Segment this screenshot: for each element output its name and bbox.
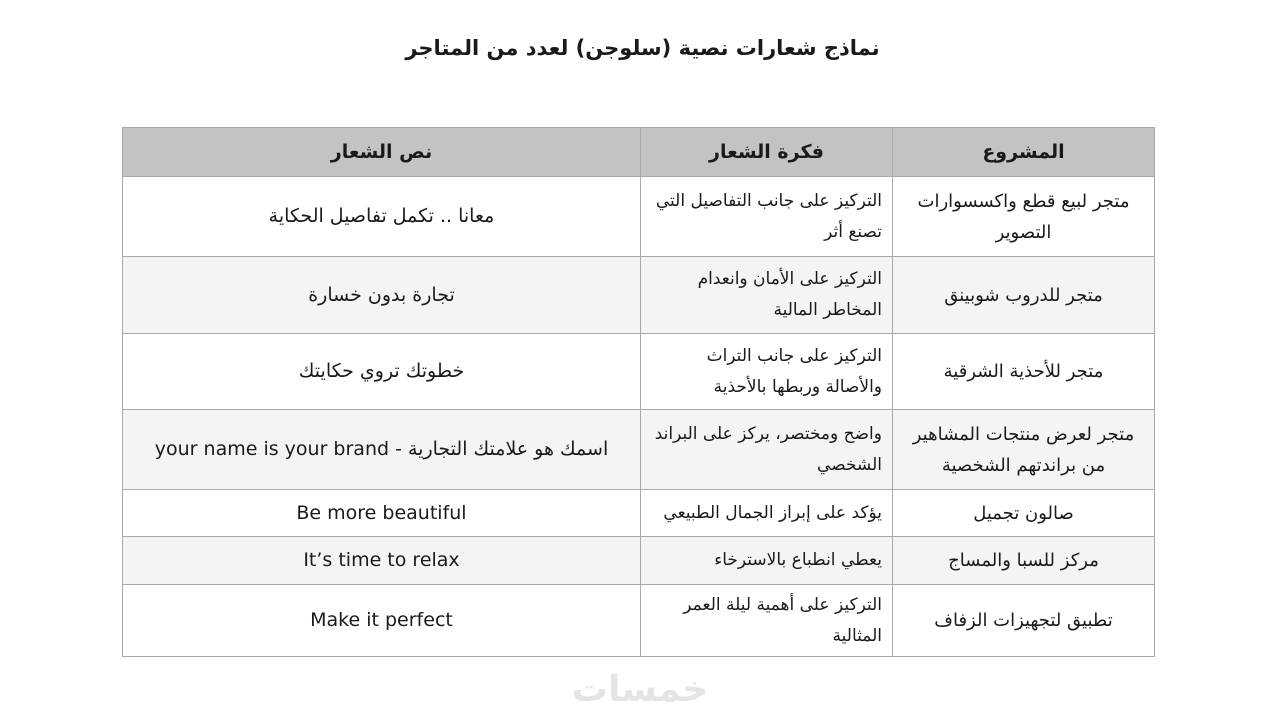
- slogan-cell: تجارة بدون خسارة: [123, 257, 641, 334]
- project-cell: متجر لبيع قطع واكسسوارات التصوير: [893, 177, 1155, 257]
- project-cell: مركز للسبا والمساج: [893, 537, 1155, 585]
- idea-cell: واضح ومختصر، يركز على البراند الشخصي: [641, 410, 893, 490]
- table-row: [123, 177, 1155, 257]
- khamsat-logo-watermark: خمسات: [571, 669, 709, 710]
- project-cell: متجر للأحذية الشرقية: [893, 334, 1155, 410]
- table-row: [123, 410, 1155, 490]
- project-cell: متجر للدروب شوبينق: [893, 257, 1155, 334]
- project-cell: صالون تجميل: [893, 490, 1155, 537]
- idea-cell: يؤكد على إبراز الجمال الطبيعي: [641, 490, 893, 537]
- idea-cell: التركيز على الأمان وانعدام المخاطر المالية: [641, 257, 893, 334]
- table-row: [123, 490, 1155, 537]
- header-project: المشروع: [893, 128, 1155, 177]
- header-slogan: نص الشعار: [123, 128, 641, 177]
- slogans-table: [122, 127, 1155, 657]
- slogan-cell: Be more beautiful: [123, 490, 641, 537]
- idea-cell: التركيز على جانب التراث والأصالة وربطها بالأحذية: [641, 334, 893, 410]
- slogan-cell: It’s time to relax: [123, 537, 641, 585]
- page-title: نماذج شعارات نصية (سلوجن) لعدد من المتاجر: [405, 36, 880, 60]
- idea-cell: التركيز على أهمية ليلة العمر المثالية: [641, 585, 893, 657]
- slogan-cell: اسمك هو علامتك التجارية - your name is your brand: [123, 410, 641, 490]
- project-cell: تطبيق لتجهيزات الزفاف: [893, 585, 1155, 657]
- table-header-row: [123, 128, 1155, 177]
- table-row: [123, 257, 1155, 334]
- slogan-cell: Make it perfect: [123, 585, 641, 657]
- idea-cell: يعطي انطباع بالاسترخاء: [641, 537, 893, 585]
- idea-cell: التركيز على جانب التفاصيل التي تصنع أثر: [641, 177, 893, 257]
- header-idea: فكرة الشعار: [641, 128, 893, 177]
- project-cell: متجر لعرض منتجات المشاهير من براندتهم الشخصية: [893, 410, 1155, 490]
- slogan-cell: خطوتك تروي حكايتك: [123, 334, 641, 410]
- table-row: [123, 585, 1155, 657]
- table-row: [123, 537, 1155, 585]
- table-row: [123, 334, 1155, 410]
- slogan-cell: معانا .. تكمل تفاصيل الحكاية: [123, 177, 641, 257]
